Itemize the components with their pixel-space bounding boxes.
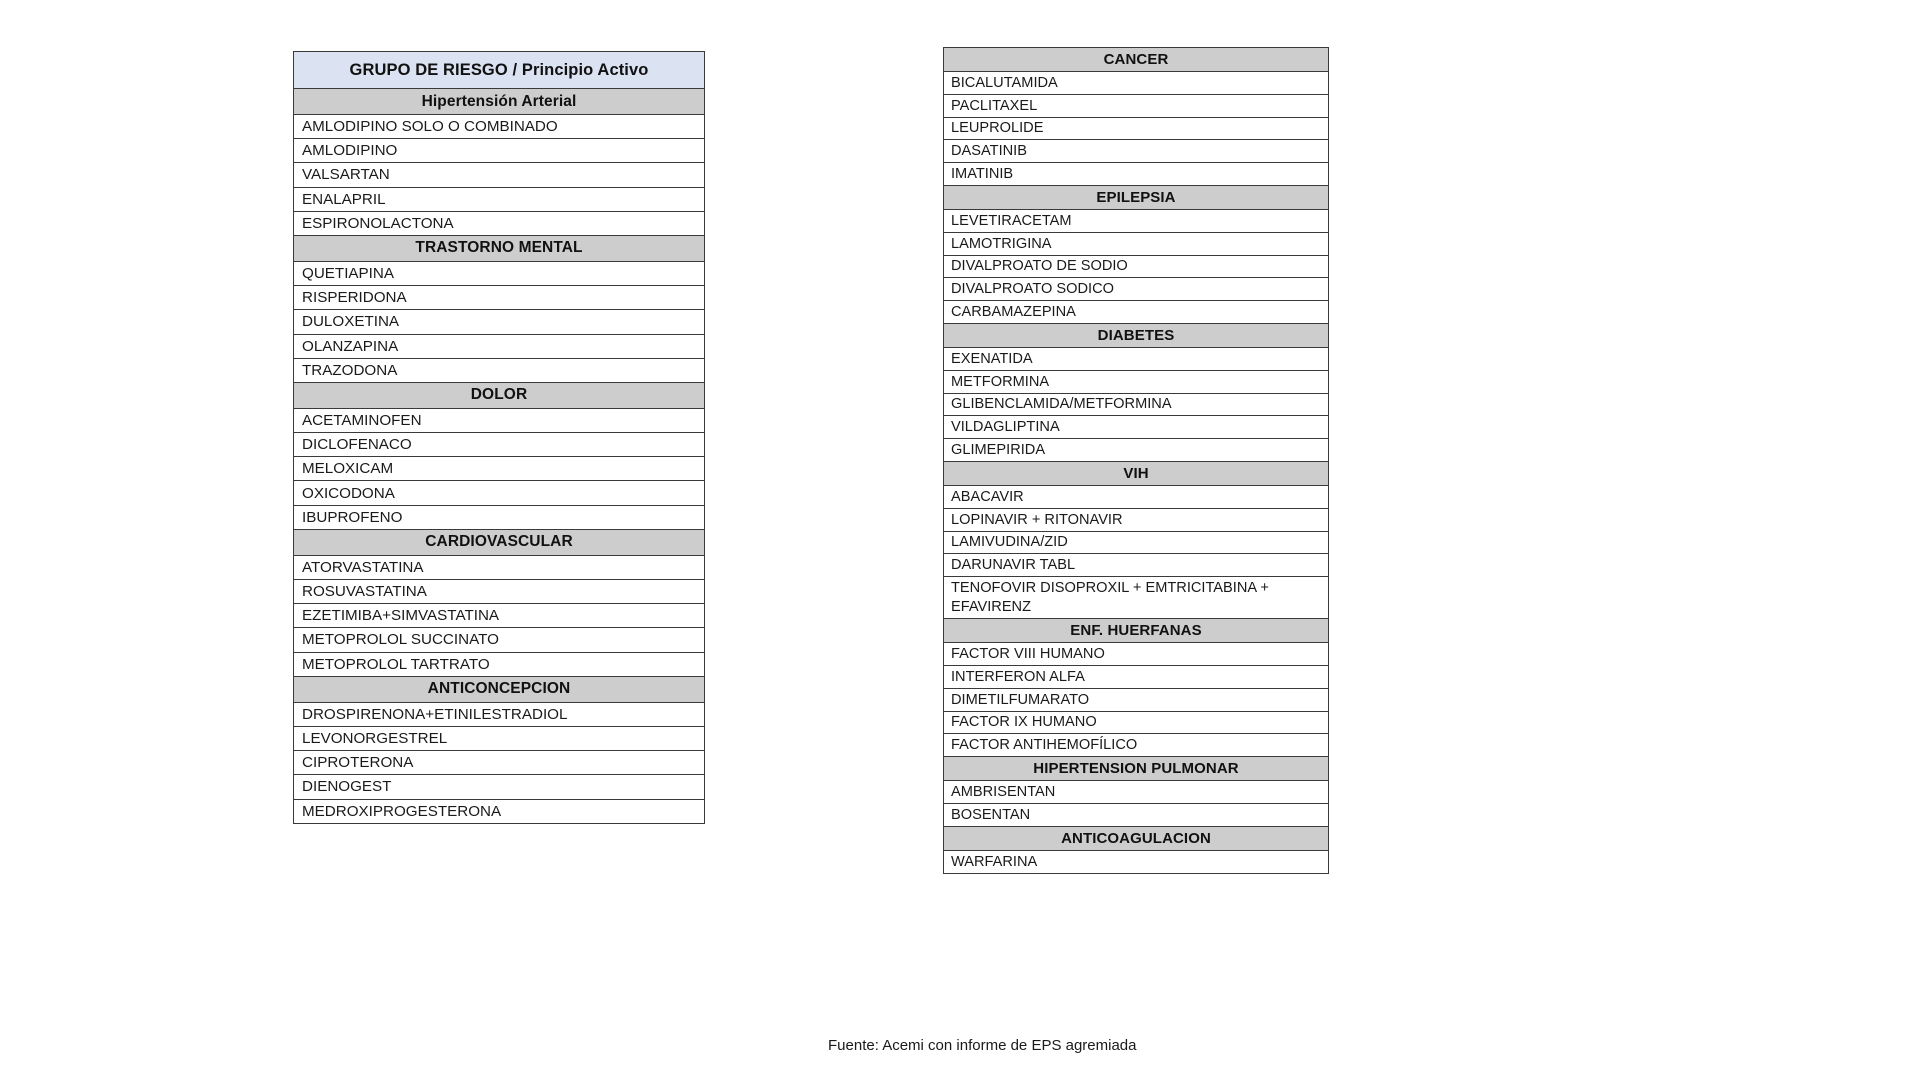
table-row <box>294 52 705 89</box>
table-row <box>294 505 705 529</box>
active-ingredient-cell: ABACAVIR <box>944 485 1329 508</box>
active-ingredient-cell: EXENATIDA <box>944 347 1329 370</box>
table-row <box>944 554 1329 577</box>
active-ingredient-cell: TRAZODONA <box>294 358 705 382</box>
table-row <box>944 850 1329 873</box>
active-ingredient-cell: ESPIRONOLACTONA <box>294 211 705 235</box>
active-ingredient-cell: DASATINIB <box>944 140 1329 163</box>
table-row <box>294 89 705 115</box>
active-ingredient-cell: WARFARINA <box>944 850 1329 873</box>
active-ingredient-cell: IBUPROFENO <box>294 505 705 529</box>
group-header-cancer: CANCER <box>944 48 1329 72</box>
table-row <box>294 529 705 555</box>
active-ingredient-cell: DARUNAVIR TABL <box>944 554 1329 577</box>
group-header-anticoncepcion: ANTICONCEPCION <box>294 676 705 702</box>
table-row <box>294 775 705 799</box>
table-right-body <box>944 48 1329 874</box>
active-ingredient-cell: METFORMINA <box>944 370 1329 393</box>
table-row <box>944 508 1329 531</box>
table-row <box>294 481 705 505</box>
active-ingredient-cell: AMLODIPINO <box>294 139 705 163</box>
active-ingredient-cell: INTERFERON ALFA <box>944 665 1329 688</box>
active-ingredient-cell: GLIMEPIRIDA <box>944 439 1329 462</box>
active-ingredient-cell: DULOXETINA <box>294 310 705 334</box>
table-row <box>944 323 1329 347</box>
group-header-trastorno-mental: TRASTORNO MENTAL <box>294 235 705 261</box>
table-row <box>944 439 1329 462</box>
table-row <box>944 393 1329 416</box>
table-row <box>294 261 705 285</box>
table-row <box>944 531 1329 554</box>
table-row <box>294 751 705 775</box>
table-row <box>944 117 1329 140</box>
active-ingredient-cell: DROSPIRENONA+ETINILESTRADIOL <box>294 702 705 726</box>
table-row <box>944 485 1329 508</box>
active-ingredient-cell: METOPROLOL SUCCINATO <box>294 628 705 652</box>
active-ingredient-cell: LEVONORGESTREL <box>294 726 705 750</box>
table-row <box>294 382 705 408</box>
group-header-hipertension-pulmonar: HIPERTENSION PULMONAR <box>944 757 1329 781</box>
active-ingredient-cell: CARBAMAZEPINA <box>944 301 1329 324</box>
active-ingredient-cell: FACTOR VIII HUMANO <box>944 643 1329 666</box>
active-ingredient-cell: LOPINAVIR + RITONAVIR <box>944 508 1329 531</box>
table-row <box>944 185 1329 209</box>
table-row <box>944 370 1329 393</box>
table-row <box>944 232 1329 255</box>
active-ingredient-cell: LAMIVUDINA/ZID <box>944 531 1329 554</box>
table-row <box>294 408 705 432</box>
table-row <box>944 577 1329 619</box>
table-row <box>294 652 705 676</box>
table-row <box>944 781 1329 804</box>
active-ingredient-cell: FACTOR ANTIHEMOFÍLICO <box>944 734 1329 757</box>
active-ingredient-cell: PACLITAXEL <box>944 94 1329 117</box>
active-ingredient-cell: OLANZAPINA <box>294 334 705 358</box>
table-row <box>944 757 1329 781</box>
active-ingredient-cell: VALSARTAN <box>294 163 705 187</box>
source-footnote: Fuente: Acemi con informe de EPS agremiada <box>828 1037 1137 1054</box>
group-header-cardiovascular: CARDIOVASCULAR <box>294 529 705 555</box>
risk-group-table-left <box>293 51 705 824</box>
active-ingredient-cell: CIPROTERONA <box>294 751 705 775</box>
table-row <box>944 643 1329 666</box>
table-row <box>294 286 705 310</box>
group-header-diabetes: DIABETES <box>944 323 1329 347</box>
active-ingredient-cell: LEUPROLIDE <box>944 117 1329 140</box>
active-ingredient-cell: ATORVASTATINA <box>294 555 705 579</box>
active-ingredient-cell: FACTOR IX HUMANO <box>944 711 1329 734</box>
table-row <box>294 334 705 358</box>
table-row <box>294 163 705 187</box>
table-row <box>944 461 1329 485</box>
table-row <box>294 115 705 139</box>
table-row <box>944 301 1329 324</box>
table-row <box>944 94 1329 117</box>
table-row <box>294 211 705 235</box>
table-row <box>944 665 1329 688</box>
table-left-body <box>294 52 705 824</box>
table-row <box>944 140 1329 163</box>
table-row <box>944 72 1329 95</box>
table-row <box>944 803 1329 826</box>
group-header-epilepsia: EPILEPSIA <box>944 185 1329 209</box>
active-ingredient-cell: ROSUVASTATINA <box>294 580 705 604</box>
table-row <box>944 255 1329 278</box>
group-header-anticoagulacion: ANTICOAGULACION <box>944 826 1329 850</box>
group-header-hipertensi-n-arterial: Hipertensión Arterial <box>294 89 705 115</box>
table-row <box>294 310 705 334</box>
active-ingredient-cell: METOPROLOL TARTRATO <box>294 652 705 676</box>
group-header-enf-huerfanas: ENF. HUERFANAS <box>944 619 1329 643</box>
active-ingredient-cell: EZETIMIBA+SIMVASTATINA <box>294 604 705 628</box>
table-row <box>294 628 705 652</box>
active-ingredient-cell: OXICODONA <box>294 481 705 505</box>
table-row <box>944 734 1329 757</box>
active-ingredient-cell: LAMOTRIGINA <box>944 232 1329 255</box>
active-ingredient-cell: LEVETIRACETAM <box>944 209 1329 232</box>
table-row <box>944 163 1329 186</box>
table-row <box>944 619 1329 643</box>
table-row <box>944 278 1329 301</box>
table-left-main-header: GRUPO DE RIESGO / Principio Activo <box>294 52 705 89</box>
table-row <box>294 358 705 382</box>
table-row <box>944 711 1329 734</box>
table-row <box>944 209 1329 232</box>
risk-group-table-right <box>943 47 1329 874</box>
active-ingredient-cell: ENALAPRIL <box>294 187 705 211</box>
active-ingredient-cell: VILDAGLIPTINA <box>944 416 1329 439</box>
active-ingredient-cell: DIVALPROATO DE SODIO <box>944 255 1329 278</box>
table-row <box>294 139 705 163</box>
table-row <box>944 688 1329 711</box>
group-header-dolor: DOLOR <box>294 382 705 408</box>
active-ingredient-cell: MEDROXIPROGESTERONA <box>294 799 705 823</box>
active-ingredient-cell: RISPERIDONA <box>294 286 705 310</box>
table-row <box>294 235 705 261</box>
table-row <box>294 604 705 628</box>
active-ingredient-cell: AMBRISENTAN <box>944 781 1329 804</box>
active-ingredient-cell: TENOFOVIR DISOPROXIL + EMTRICITABINA + EFAVIRENZ <box>944 577 1329 619</box>
table-row <box>944 826 1329 850</box>
active-ingredient-cell: DIMETILFUMARATO <box>944 688 1329 711</box>
active-ingredient-cell: BOSENTAN <box>944 803 1329 826</box>
active-ingredient-cell: ACETAMINOFEN <box>294 408 705 432</box>
table-row <box>944 347 1329 370</box>
table-row <box>294 580 705 604</box>
table-row <box>294 676 705 702</box>
table-row <box>944 48 1329 72</box>
active-ingredient-cell: DIENOGEST <box>294 775 705 799</box>
active-ingredient-cell: QUETIAPINA <box>294 261 705 285</box>
active-ingredient-cell: BICALUTAMIDA <box>944 72 1329 95</box>
table-row <box>294 555 705 579</box>
table-row <box>294 726 705 750</box>
active-ingredient-cell: DICLOFENACO <box>294 433 705 457</box>
active-ingredient-cell: AMLODIPINO SOLO O COMBINADO <box>294 115 705 139</box>
active-ingredient-cell: DIVALPROATO SODICO <box>944 278 1329 301</box>
active-ingredient-cell: IMATINIB <box>944 163 1329 186</box>
table-row <box>294 702 705 726</box>
table-row <box>294 187 705 211</box>
table-row <box>294 433 705 457</box>
group-header-vih: VIH <box>944 461 1329 485</box>
active-ingredient-cell: GLIBENCLAMIDA/METFORMINA <box>944 393 1329 416</box>
table-row <box>944 416 1329 439</box>
table-row <box>294 799 705 823</box>
table-row <box>294 457 705 481</box>
active-ingredient-cell: MELOXICAM <box>294 457 705 481</box>
